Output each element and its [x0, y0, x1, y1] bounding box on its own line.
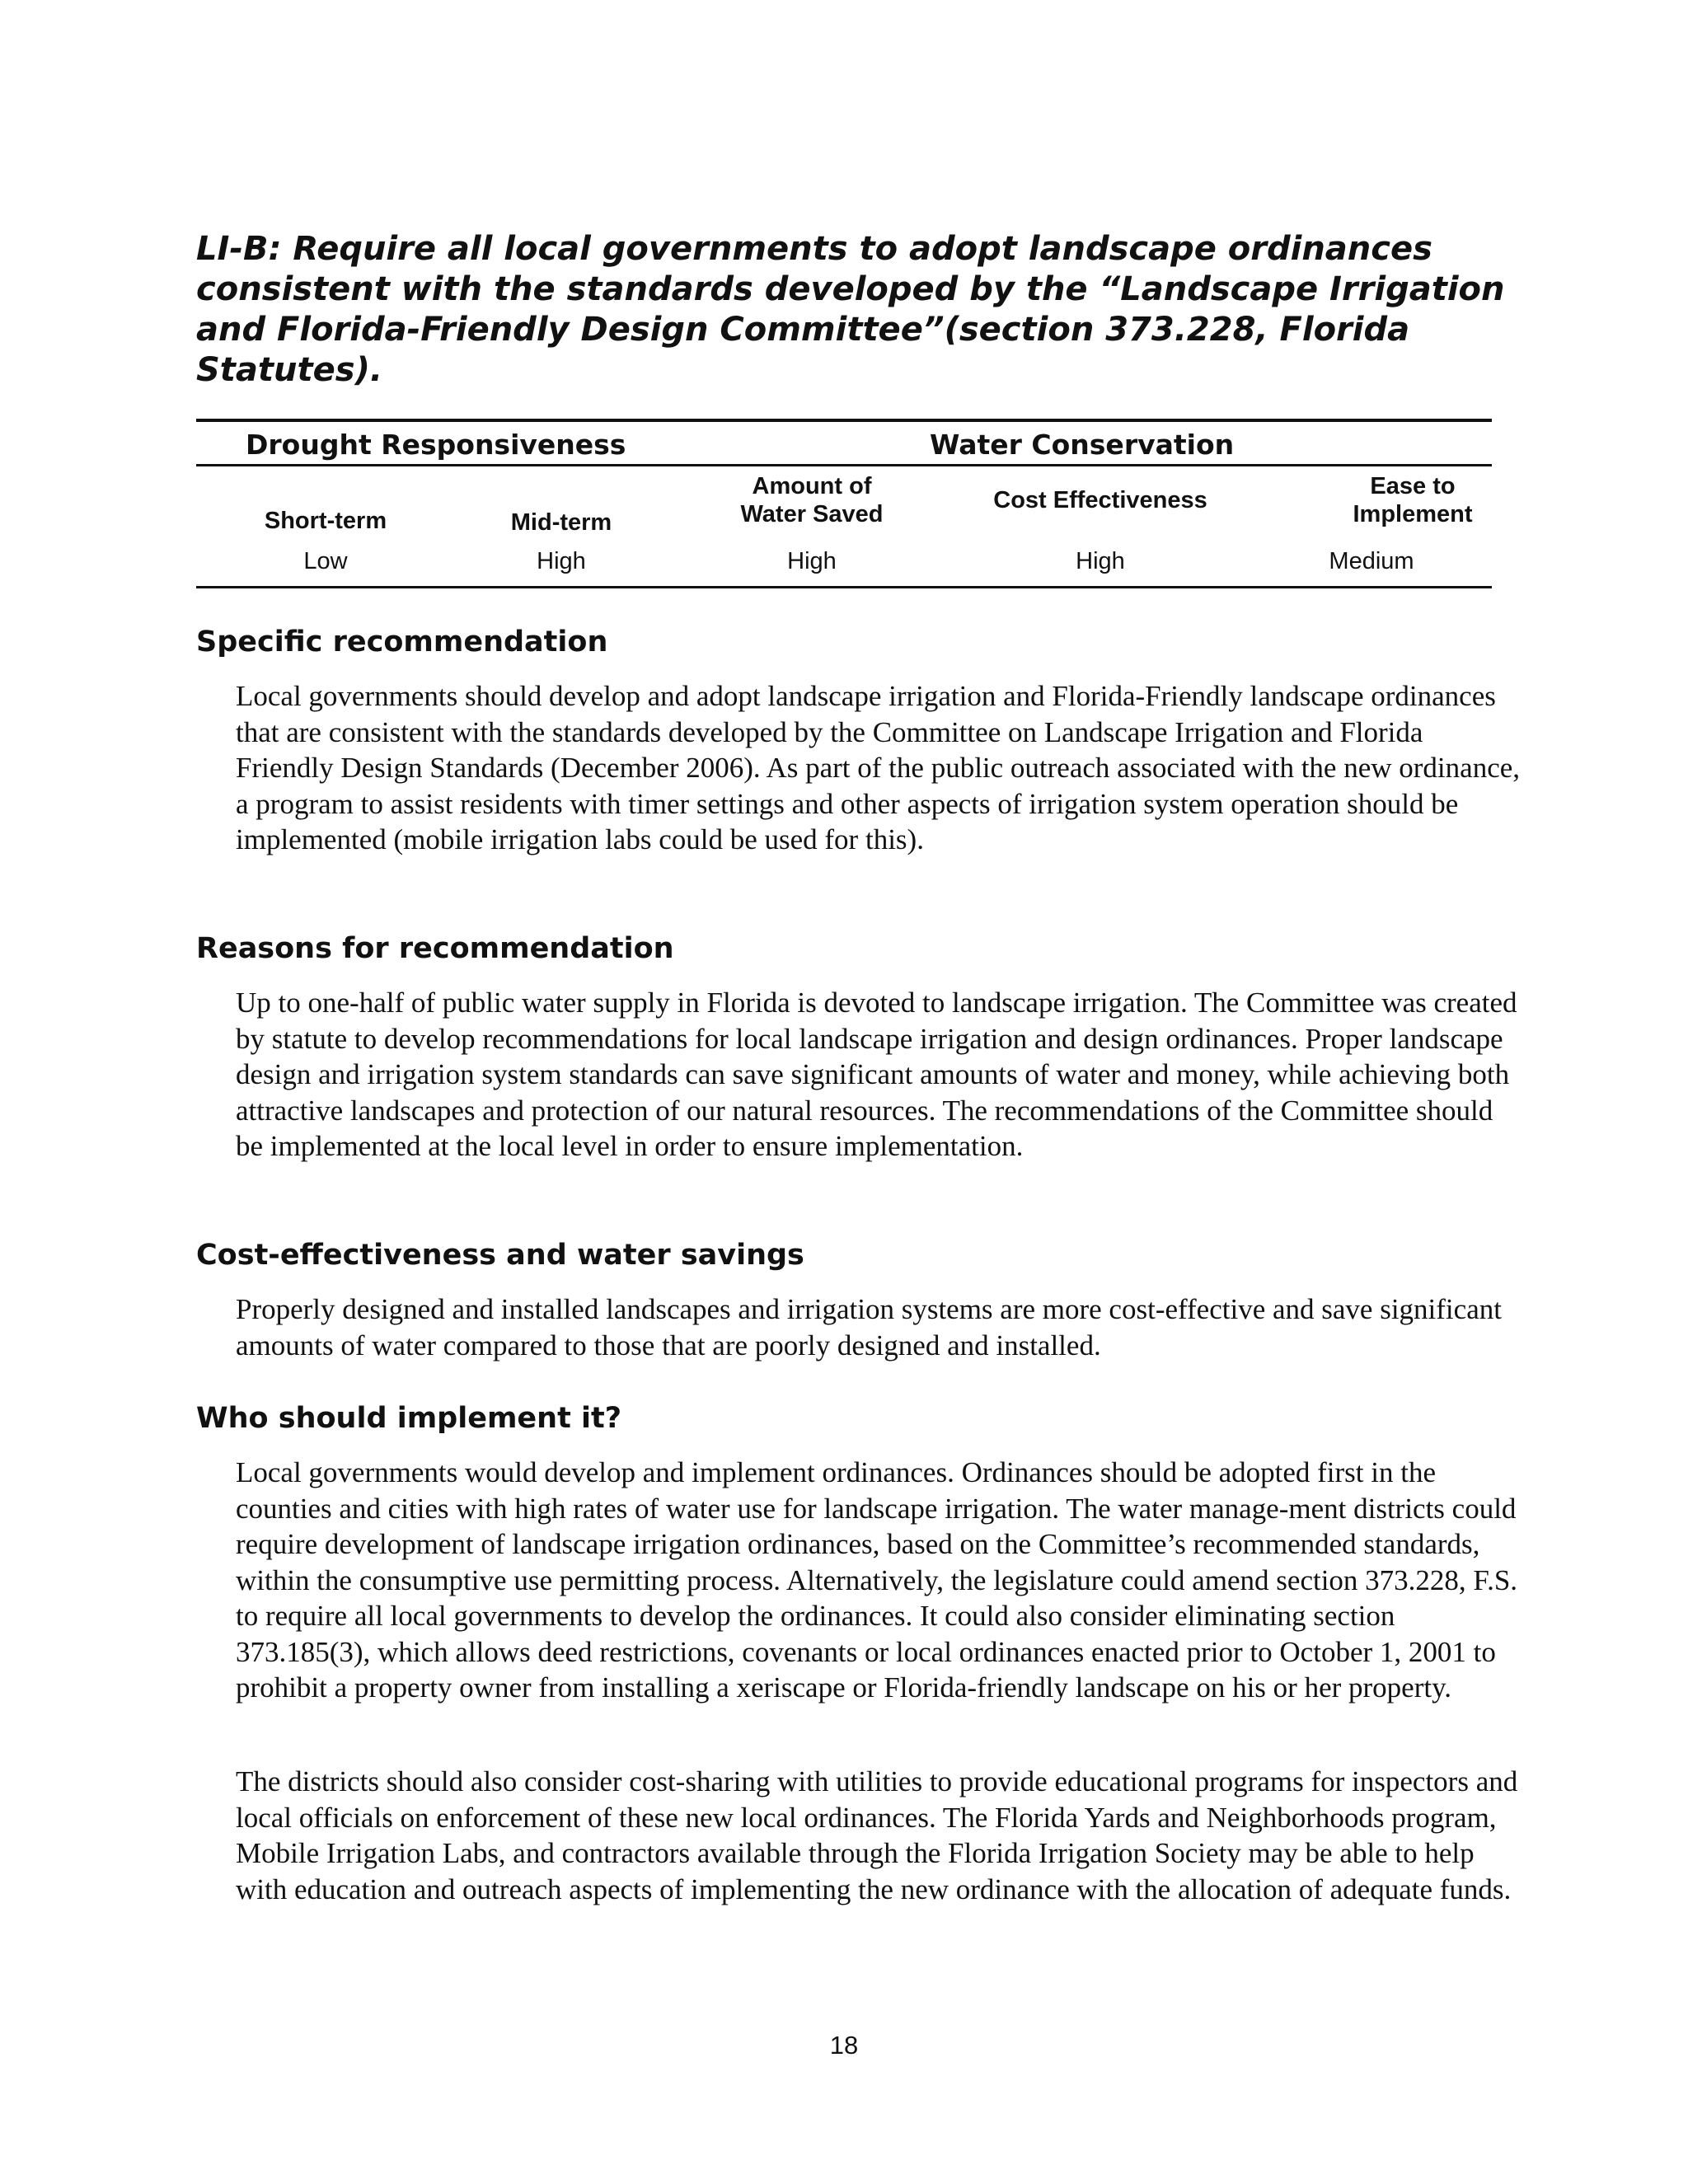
section-heading-who-should-implement: Who should implement it? [196, 1402, 622, 1435]
recommendation-title: LI-B: Require all local governments to adopt landscape ordinances consistent with the standards developed by the “Landscape Irrigation and Florida-Friendly Design Committee”(section 373.228, Florida Statutes). [196, 230, 1505, 389]
column-header-short-term: Short-term [264, 508, 387, 534]
drought-responsiveness-heading: Drought Responsiveness [246, 429, 626, 461]
table-bottom-rule [196, 586, 1492, 588]
page-number: 18 [829, 2031, 859, 2060]
cost-effectiveness-paragraph: Properly designed and installed landscapes and irrigation systems are more cost-effective and save significant amounts of water compared to those that are poorly designed and installed. [236, 1293, 1502, 1361]
column-header-ease-to-implement: Ease to Implement [1353, 473, 1473, 527]
table-top-rule [196, 419, 1492, 422]
specific-recommendation-paragraph: Local governments should develop and adopt landscape irrigation and Florida-Friendly landscape ordinances that are consistent with the standards developed by the Committee on Landscape Irrigation and Florida Friendly Design Standards (December 2006). As part of the public outreach associated with the new ordinance, a program to assist residents with timer settings and other aspects of irrigation system operation should be implemented (mobile irrigation labs could be used for this). [236, 680, 1521, 855]
value-mid-term: High [537, 548, 586, 574]
column-header-amount-of-water-saved: Amount of Water Saved [740, 473, 884, 527]
section-heading-cost-effectiveness: Cost-effectiveness and water savings [196, 1239, 804, 1272]
table-header-rule [196, 464, 1492, 466]
who-should-implement-paragraph-1: Local governments would develop and implement ordinances. Ordinances should be adopted first in the counties and cities with high rates of water use for landscape irrigation. The water manage-ment districts could require development of landscape irrigation ordinances, based on the Committee’s recommended standards, within the consumptive use permitting process. Alternatively, the legislature could amend section 373.228, F.S. to require all local governments to develop the ordinances. It could also consider eliminating section 373.185(3), which allows deed restrictions, covenants or local ordinances enacted prior to October 1, 2001 to prohibit a property owner from installing a xeriscape or Florida-friendly landscape on his or her property. [236, 1456, 1518, 1704]
column-header-cost-effectiveness: Cost Effectiveness [993, 487, 1207, 513]
value-amount-of-water-saved: High [787, 548, 837, 574]
value-cost-effectiveness: High [1076, 548, 1125, 574]
reasons-paragraph: Up to one-half of public water supply in Florida is devoted to landscape irrigation. The Committee was created by statute to develop recommendations for local landscape irrigation and design ordinances. Proper landscape design and irrigation system standards can save significant amounts of water and money, while achieving both attractive landscapes and protection of our natural resources. The recommendations of the Committee should be implemented at the local level in order to ensure implementation. [236, 987, 1517, 1162]
section-heading-specific-recommendation: Specific recommendation [196, 626, 608, 658]
water-conservation-heading: Water Conservation [930, 429, 1235, 461]
value-short-term: Low [303, 548, 348, 574]
column-header-mid-term: Mid-term [510, 509, 612, 536]
section-heading-reasons-for-recommendation: Reasons for recommendation [196, 932, 674, 965]
value-ease-to-implement: Medium [1329, 548, 1414, 574]
who-should-implement-paragraph-2: The districts should also consider cost-sharing with utilities to provide educational programs for inspectors and local officials on enforcement of these new local ordinances. The Florida Yards and Neighborhoods program, Mobile Irrigation Labs, and contractors available through the Florida Irrigation Society may be able to help with education and outreach aspects of implementing the new ordinance with the allocation of adequate funds. [236, 1765, 1518, 1905]
